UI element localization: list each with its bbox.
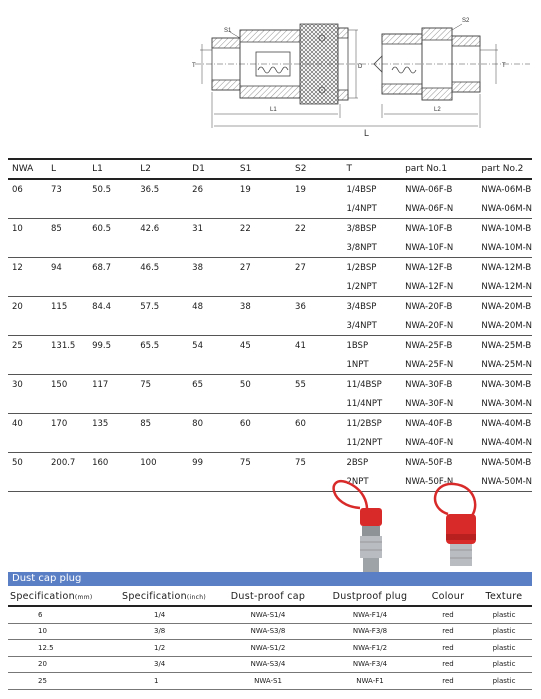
cell-l1 [88,200,136,219]
cell-l1 [88,434,136,453]
cell-d1: 54 [192,341,203,352]
cell-p1: NWA-40F-B [405,419,453,430]
cell-l2 [136,473,188,492]
header-colour: Colour [420,587,476,606]
cell-nwa [8,356,47,375]
cell-l2: 42.6 [140,224,160,235]
dust-table-body [8,606,532,689]
cell-p1: NWA-06F-B [405,185,453,196]
cell-mm: 10 [8,623,112,640]
cell-l2: 65.5 [140,341,160,352]
cell-p1: NWA-50F-N [401,473,477,492]
cell-t: 1BSP [346,341,369,352]
cell-l: 170 [51,419,68,430]
cell-d1 [188,395,236,414]
cell-t: 1/2NPT [342,278,401,297]
cell-p2: NWA-50M-N [477,473,532,492]
cell-nwa [8,395,47,414]
cell-texture: plastic [476,640,532,657]
cell-s1 [236,473,291,492]
cell-p2: NWA-20M-B [481,302,532,313]
cell-inch: 1/2 [112,640,216,657]
cell-plug: NWA-F1/2 [320,640,420,657]
cell-t: 1NPT [342,356,401,375]
spec-row [8,375,532,395]
cell-s1 [236,278,291,297]
cell-d1: 31 [192,224,203,235]
dust-cap-section-title: Dust cap plug [8,572,532,586]
cell-l1: 135 [92,419,109,430]
cell-t: 2NPT [342,473,401,492]
cell-nwa [8,239,47,258]
label-d: D [358,64,363,70]
cell-p1: NWA-06F-N [401,200,477,219]
cell-nwa [8,278,47,297]
cell-s1: 19 [239,185,251,196]
cell-l1: 117 [92,380,109,391]
cell-t: 3/4NPT [342,317,401,336]
cell-t: 2BSP [346,458,369,469]
cell-d1 [188,434,236,453]
cell-s2: 22 [295,224,306,235]
cell-p2: NWA-06M-N [477,200,532,219]
cell-p2: NWA-25M-B [481,341,532,352]
label-l: L [364,128,370,138]
cell-t: 11/4NPT [342,395,401,414]
cell-p1: NWA-10F-B [405,224,453,235]
cell-s2: 19 [295,185,306,196]
cell-p1: NWA-40F-N [401,434,477,453]
cell-d1: 65 [192,380,203,391]
cell-l [47,434,88,453]
cell-p2: NWA-06M-B [481,185,532,196]
cell-s1 [236,200,291,219]
cell-s2 [291,317,342,336]
cell-l2: 36.5 [140,185,160,196]
cell-mm: 12.5 [8,640,112,657]
cell-l1 [88,317,136,336]
cell-l1 [88,395,136,414]
cell-d1: 80 [192,419,203,430]
cell-s2 [291,434,342,453]
cell-l: 85 [51,224,62,235]
cell-s1 [236,434,291,453]
cell-l2 [136,356,188,375]
cell-s2: 60 [295,419,306,430]
coupling-technical-drawing [0,0,541,150]
cell-s2: 36 [295,302,306,313]
cell-inch: 3/8 [112,623,216,640]
cell-d1 [188,278,236,297]
dust-cap-photo-left [334,481,382,572]
header-nwa: NWA [8,159,47,179]
header-s1: S1 [236,159,291,179]
cell-t: 3/4BSP [346,302,377,313]
cell-p1: NWA-50F-B [405,458,453,469]
cell-l2: 85 [140,419,152,430]
cell-p1: NWA-20F-N [401,317,477,336]
cell-cap: NWA-S3/8 [216,623,320,640]
spec-row [8,278,532,297]
cell-l1: 68.7 [92,263,112,274]
header-l1: L1 [88,159,136,179]
cell-d1 [188,200,236,219]
cell-d1 [188,473,236,492]
dust-row [8,656,532,673]
spec-row [8,434,532,453]
header-l: L [47,159,88,179]
cell-inch: 3/4 [112,656,216,673]
cell-s1 [236,356,291,375]
cell-t: 3/8BSP [346,224,377,235]
cell-cap: NWA-S3/4 [216,656,320,673]
cell-l: 73 [51,185,62,196]
cell-l: 94 [51,263,62,274]
spec-row [8,414,532,434]
cell-l2 [136,278,188,297]
cell-nwa: 40 [12,419,23,430]
spec-row [8,219,532,239]
cell-t: 1/4BSP [346,185,377,196]
cell-s2 [291,356,342,375]
cell-texture: plastic [476,673,532,690]
cell-l1 [88,278,136,297]
cell-p1: NWA-30F-B [405,380,453,391]
header-t: T [342,159,401,179]
cell-s2 [291,239,342,258]
cell-l1 [88,473,136,492]
header-dust-proof-cap: Dust-proof cap [216,587,320,606]
cell-nwa [8,434,47,453]
cell-plug: NWA-F3/4 [320,656,420,673]
cell-l2 [136,200,188,219]
cell-texture: plastic [476,656,532,673]
cell-l1: 60.5 [92,224,112,235]
cell-nwa [8,317,47,336]
cell-l2: 100 [140,458,157,469]
cell-cap: NWA-S1/4 [216,606,320,623]
header-spec-mm: Specification(mm) [8,587,112,606]
cell-l [47,278,88,297]
cell-cap: NWA-S1/2 [216,640,320,657]
header-dustproof-plug: Dustproof plug [320,587,420,606]
cell-p1: NWA-12F-B [405,263,453,274]
cell-mm: 25 [8,673,112,690]
header-part-no-2: part No.2 [477,159,532,179]
spec-row [8,239,532,258]
cell-l1: 160 [92,458,109,469]
cell-p2: NWA-40M-B [481,419,532,430]
cell-p2: NWA-20M-N [477,317,532,336]
spec-header-row [8,159,532,179]
cell-l: 115 [51,302,68,313]
spec-row [8,258,532,278]
header-part-no-1: part No.1 [401,159,477,179]
spec-row [8,179,532,200]
cell-s2: 75 [295,458,306,469]
cell-t: 11/2NPT [342,434,401,453]
spec-row [8,200,532,219]
label-s2: S2 [462,18,470,24]
cell-mm: 20 [8,656,112,673]
dust-cap-photo-right [435,484,476,566]
cell-l [47,200,88,219]
label-t-right: T [502,63,506,69]
cell-l: 200.7 [51,458,76,469]
cell-l1 [88,356,136,375]
cell-nwa: 20 [12,302,23,313]
cell-l2: 46.5 [140,263,160,274]
cell-p1: NWA-20F-B [405,302,453,313]
cell-nwa: 10 [12,224,23,235]
cell-colour: red [420,656,476,673]
cell-s1 [236,239,291,258]
cell-s2: 27 [295,263,306,274]
cell-nwa: 50 [12,458,23,469]
cell-d1 [188,317,236,336]
cell-p2: NWA-30M-N [477,395,532,414]
spec-row [8,297,532,317]
cell-colour: red [420,606,476,623]
cell-s1: 22 [239,224,251,235]
cell-t: 1/4NPT [342,200,401,219]
cell-inch: 1 [112,673,216,690]
cell-mm: 6 [8,606,112,623]
cell-l: 150 [51,380,68,391]
cell-p2: NWA-12M-B [481,263,532,274]
cell-s1 [236,317,291,336]
cell-l2: 57.5 [140,302,160,313]
cell-s1: 27 [239,263,251,274]
cell-p2: NWA-30M-B [481,380,532,391]
cell-l1: 99.5 [92,341,112,352]
cell-t: 3/8NPT [342,239,401,258]
cell-s1: 75 [239,458,251,469]
cell-p1: NWA-25F-B [405,341,453,352]
cell-d1: 26 [192,185,203,196]
label-s1: S1 [224,28,232,34]
dust-cap-table [8,587,532,690]
cell-p2: NWA-10M-N [477,239,532,258]
cell-s1: 60 [239,419,251,430]
label-l2: L2 [434,107,441,113]
dust-row [8,640,532,657]
cell-colour: red [420,623,476,640]
cell-l2 [136,317,188,336]
header-spec-inch: Specification(inch) [112,587,216,606]
dust-row [8,606,532,623]
label-t-left: T [192,63,196,69]
dust-header-row [8,587,532,606]
cell-l2 [136,434,188,453]
cell-l2 [136,395,188,414]
cell-l1 [88,239,136,258]
cell-s2: 41 [295,341,306,352]
cell-texture: plastic [476,623,532,640]
cell-l [47,239,88,258]
cell-p2: NWA-25M-N [477,356,532,375]
cell-plug: NWA-F1 [320,673,420,690]
cell-l [47,473,88,492]
cell-s1 [236,395,291,414]
dust-cap-photos [320,478,520,574]
spec-table-body [8,179,532,492]
spec-row [8,317,532,336]
spec-row [8,356,532,375]
cell-l: 131.5 [51,341,76,352]
cell-colour: red [420,673,476,690]
cell-nwa: 25 [12,341,23,352]
cell-p2: NWA-40M-N [477,434,532,453]
cell-nwa: 12 [12,263,23,274]
cell-l1: 50.5 [92,185,112,196]
cell-p1: NWA-30F-N [401,395,477,414]
label-l1: L1 [270,107,277,113]
cell-s1: 38 [239,302,251,313]
cell-p2: NWA-12M-N [477,278,532,297]
cell-d1 [188,356,236,375]
cell-t: 1/2BSP [346,263,377,274]
cell-s2 [291,278,342,297]
cell-nwa [8,200,47,219]
cell-s2 [291,395,342,414]
cell-inch: 1/4 [112,606,216,623]
spec-row [8,395,532,414]
cell-l [47,395,88,414]
cell-p2: NWA-10M-B [481,224,532,235]
cell-d1: 38 [192,263,203,274]
cell-nwa: 06 [12,185,23,196]
cell-plug: NWA-F1/4 [320,606,420,623]
cell-t: 11/2BSP [346,419,382,430]
cell-nwa: 30 [12,380,23,391]
cell-nwa [8,473,47,492]
header-texture: Texture [476,587,532,606]
cell-p1: NWA-12F-N [401,278,477,297]
cell-texture: plastic [476,606,532,623]
cell-s2 [291,200,342,219]
cell-p1: NWA-10F-N [401,239,477,258]
spec-row [8,453,532,473]
cell-plug: NWA-F3/8 [320,623,420,640]
cell-l2: 75 [140,380,152,391]
cell-cap: NWA-S1 [216,673,320,690]
cell-l1: 84.4 [92,302,112,313]
cell-s1: 45 [239,341,251,352]
cell-l2 [136,239,188,258]
cell-p2: NWA-50M-B [481,458,532,469]
cell-colour: red [420,640,476,657]
cell-d1: 99 [192,458,203,469]
cell-p1: NWA-25F-N [401,356,477,375]
header-l2: L2 [136,159,188,179]
cell-l [47,317,88,336]
cell-d1 [188,239,236,258]
header-d1: D1 [188,159,236,179]
cell-d1: 48 [192,302,203,313]
spec-row [8,336,532,356]
cell-s1: 50 [239,380,251,391]
header-s2: S2 [291,159,342,179]
dust-row [8,623,532,640]
specification-table [8,158,532,492]
cell-l [47,356,88,375]
dust-row [8,673,532,690]
cell-s2: 55 [295,380,306,391]
cell-t: 11/4BSP [346,380,382,391]
